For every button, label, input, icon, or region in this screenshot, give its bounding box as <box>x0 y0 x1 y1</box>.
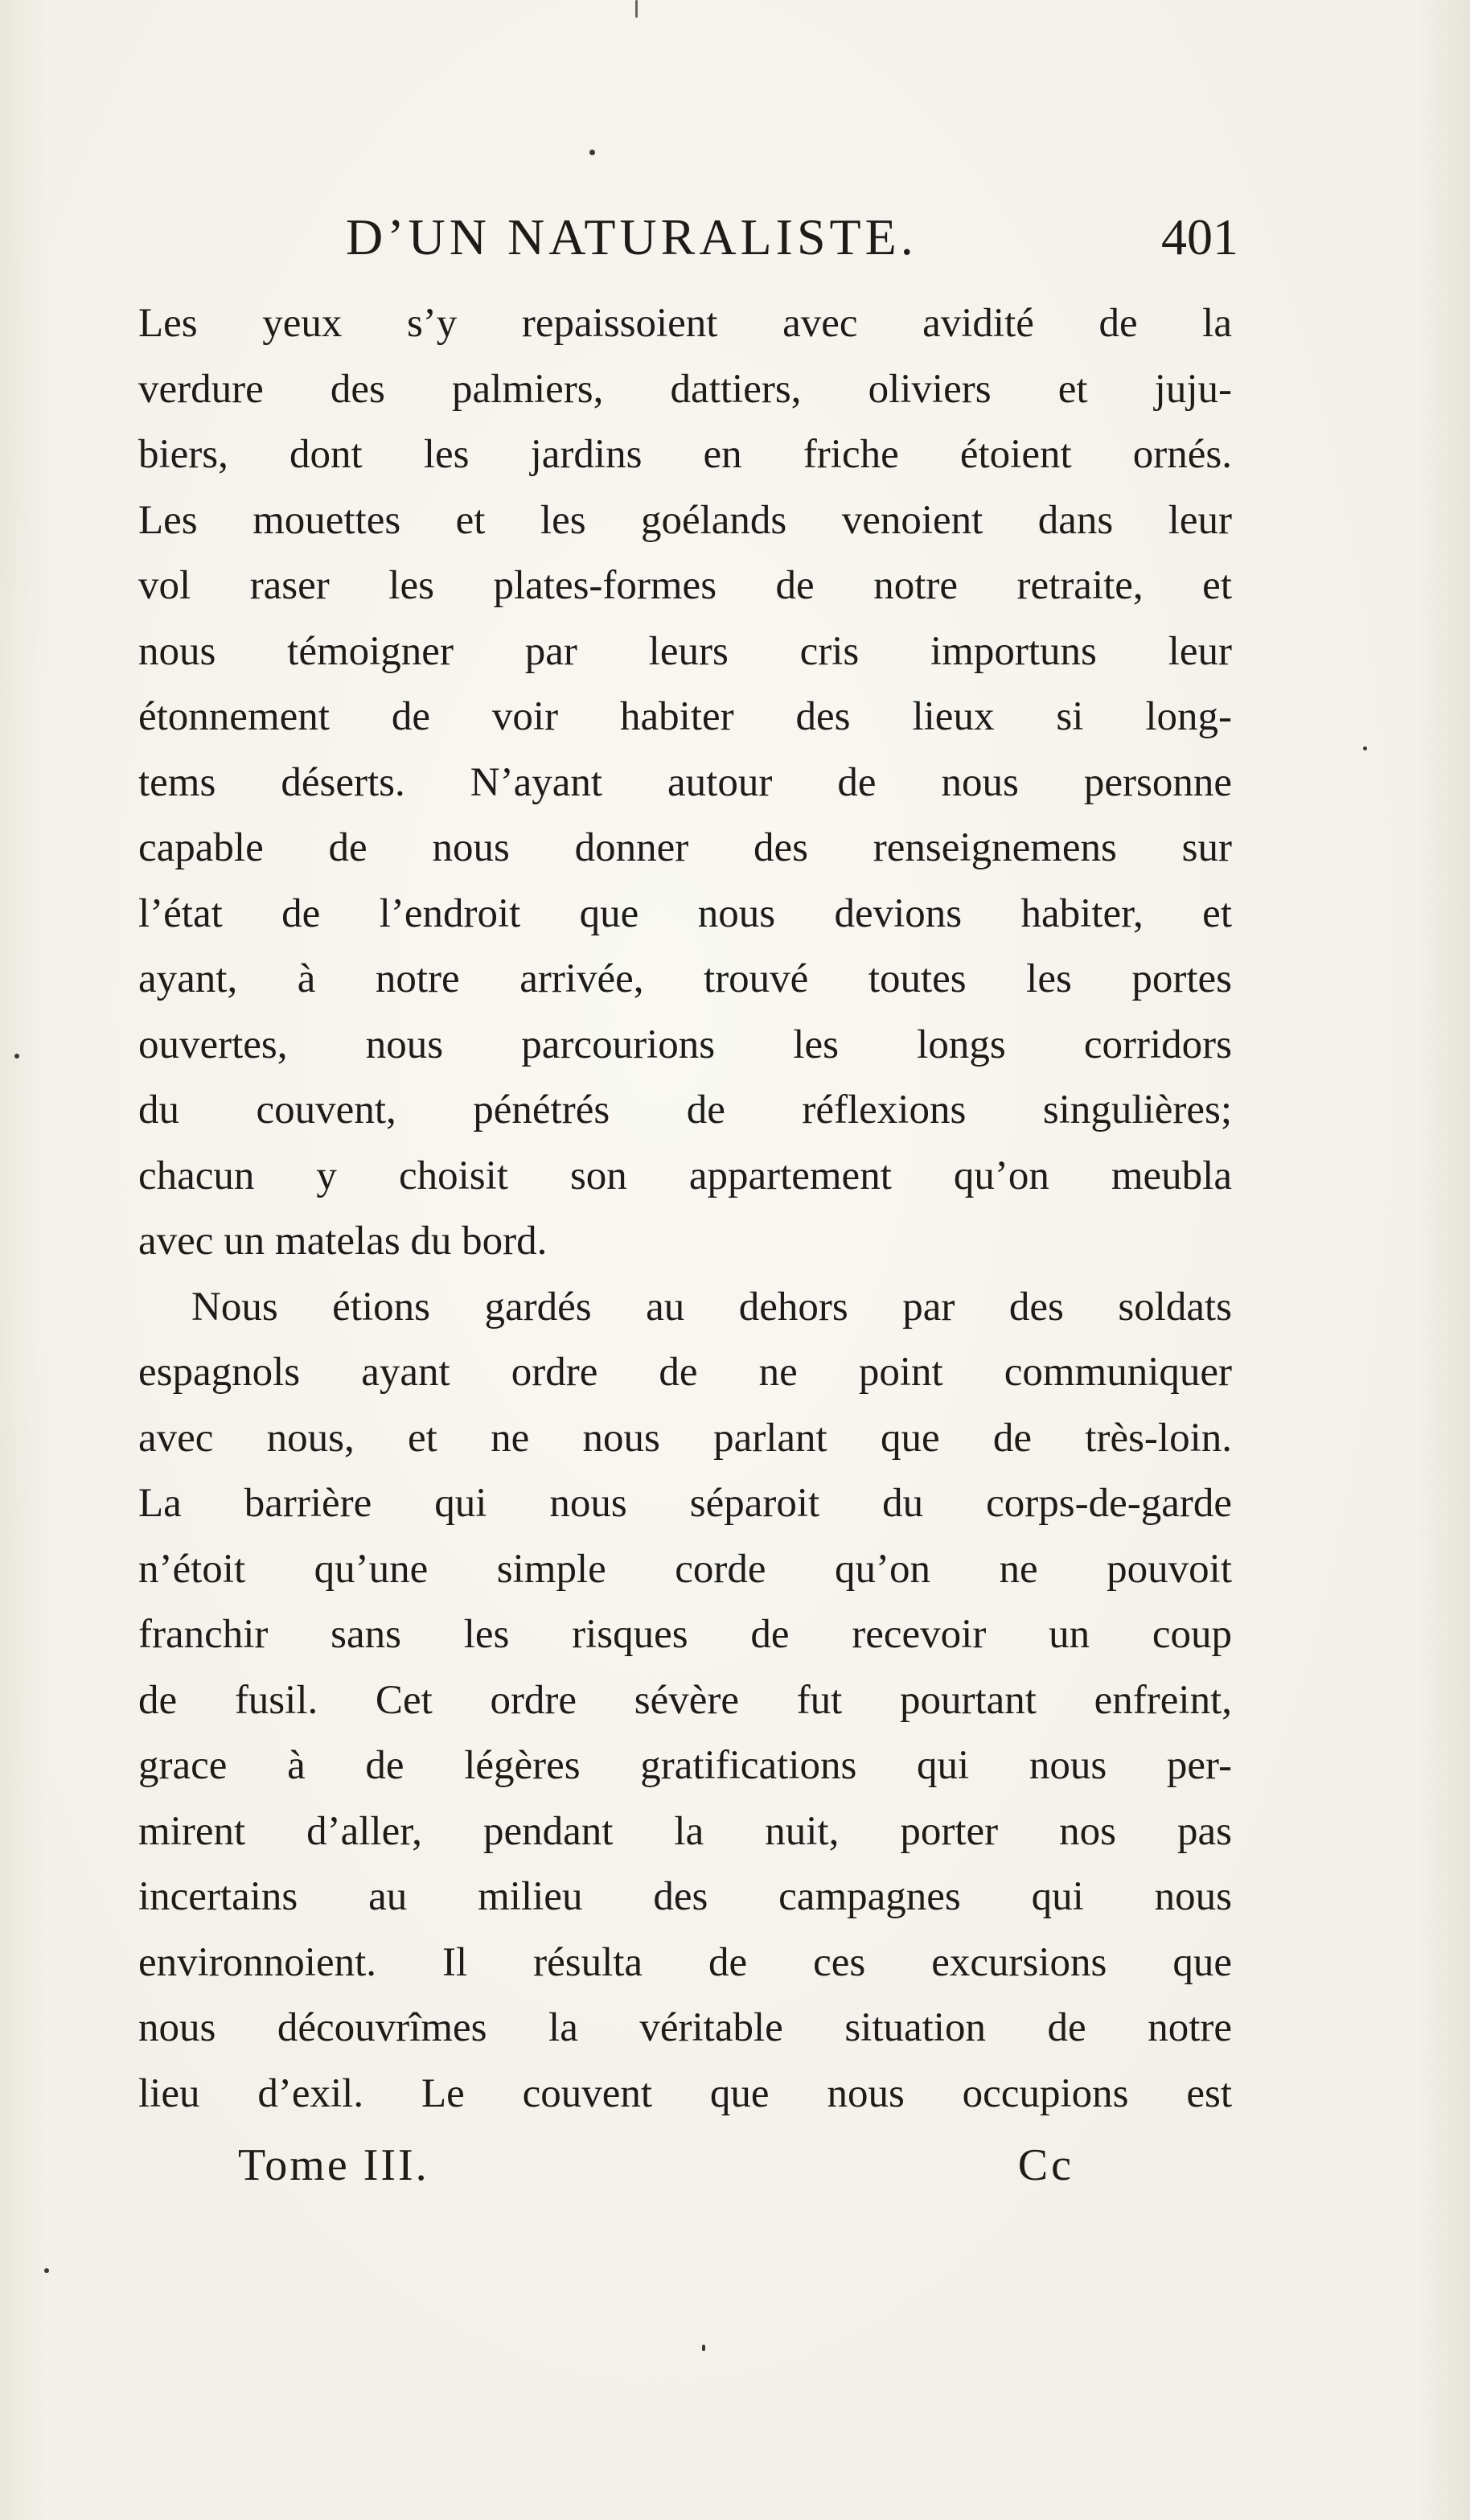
text-line: biers, dont les jardins en friche étoient ornés. <box>138 432 1232 477</box>
text-line: ayant, à notre arrivée, trouvé toutes les portes <box>138 956 1232 1001</box>
paper-speck <box>14 1054 19 1059</box>
paragraph <box>138 1275 1232 2127</box>
body-text <box>138 291 1232 2127</box>
text-line: nous découvrîmes la véritable situation de notre <box>138 2005 1232 2050</box>
text-line: capable de nous donner des renseignemens sur <box>138 825 1232 870</box>
text-line: chacun y choisit son appartement qu’on meubla <box>138 1153 1232 1198</box>
text-line: Les mouettes et les goélands venoient dans leur <box>138 497 1232 543</box>
text-line: étonnement de voir habiter des lieux si long- <box>138 694 1232 739</box>
text-line: ouvertes, nous parcourions les longs corridors <box>138 1022 1232 1067</box>
text-line: vol raser les plates-formes de notre retraite, et <box>138 563 1232 608</box>
text-line: verdure des palmiers, dattiers, oliviers et juju- <box>138 366 1232 412</box>
text-line: Nous étions gardés au dehors par des soldats <box>191 1284 1232 1330</box>
text-line: l’état de l’endroit que nous devions habiter, et <box>138 890 1232 936</box>
text-line: mirent d’aller, pendant la nuit, porter nos pas <box>138 1808 1232 1854</box>
text-line: espagnols ayant ordre de ne point communiquer <box>138 1350 1232 1395</box>
text-line: avec nous, et ne nous parlant que de très-loin. <box>138 1415 1232 1461</box>
paper-speck <box>589 150 595 155</box>
running-title: D’UN NATURALISTE. <box>346 208 918 265</box>
page-number: 401 <box>1161 208 1238 265</box>
text-line: Les yeux s’y repaissoient avec avidité de la <box>138 301 1232 346</box>
paper-speck <box>1363 746 1367 750</box>
volume-signature: Tome III. <box>238 2140 429 2190</box>
text-line: grace à de légères gratifications qui nous per- <box>138 1743 1232 1788</box>
gathering-signature: Cc <box>1017 2140 1074 2190</box>
text-line: incertains au milieu des campagnes qui nous <box>138 1874 1232 1919</box>
paragraph <box>138 291 1232 1275</box>
text-line: lieu d’exil. Le couvent que nous occupions est <box>138 2070 1232 2116</box>
text-line: du couvent, pénétrés de réflexions singulières; <box>138 1087 1232 1133</box>
text-line: nous témoigner par leurs cris importuns leur <box>138 628 1232 674</box>
paper-speck <box>702 2345 705 2351</box>
paper-speck <box>44 2268 49 2273</box>
text-line: n’étoit qu’une simple corde qu’on ne pouvoit <box>138 1546 1232 1592</box>
text-line: franchir sans les risques de recevoir un coup <box>138 1612 1232 1657</box>
paper-speck <box>635 0 638 18</box>
text-line: de fusil. Cet ordre sévère fut pourtant enfreint, <box>138 1677 1232 1723</box>
signature-line <box>238 2140 1074 2204</box>
text-line: avec un matelas du bord. <box>138 1219 548 1264</box>
text-line: La barrière qui nous séparoit du corps-de-garde <box>138 1481 1232 1526</box>
running-head <box>129 208 1238 272</box>
text-line: environnoient. Il résulta de ces excursions que <box>138 1939 1232 1985</box>
text-line: tems déserts. N’ayant autour de nous personne <box>138 759 1232 805</box>
